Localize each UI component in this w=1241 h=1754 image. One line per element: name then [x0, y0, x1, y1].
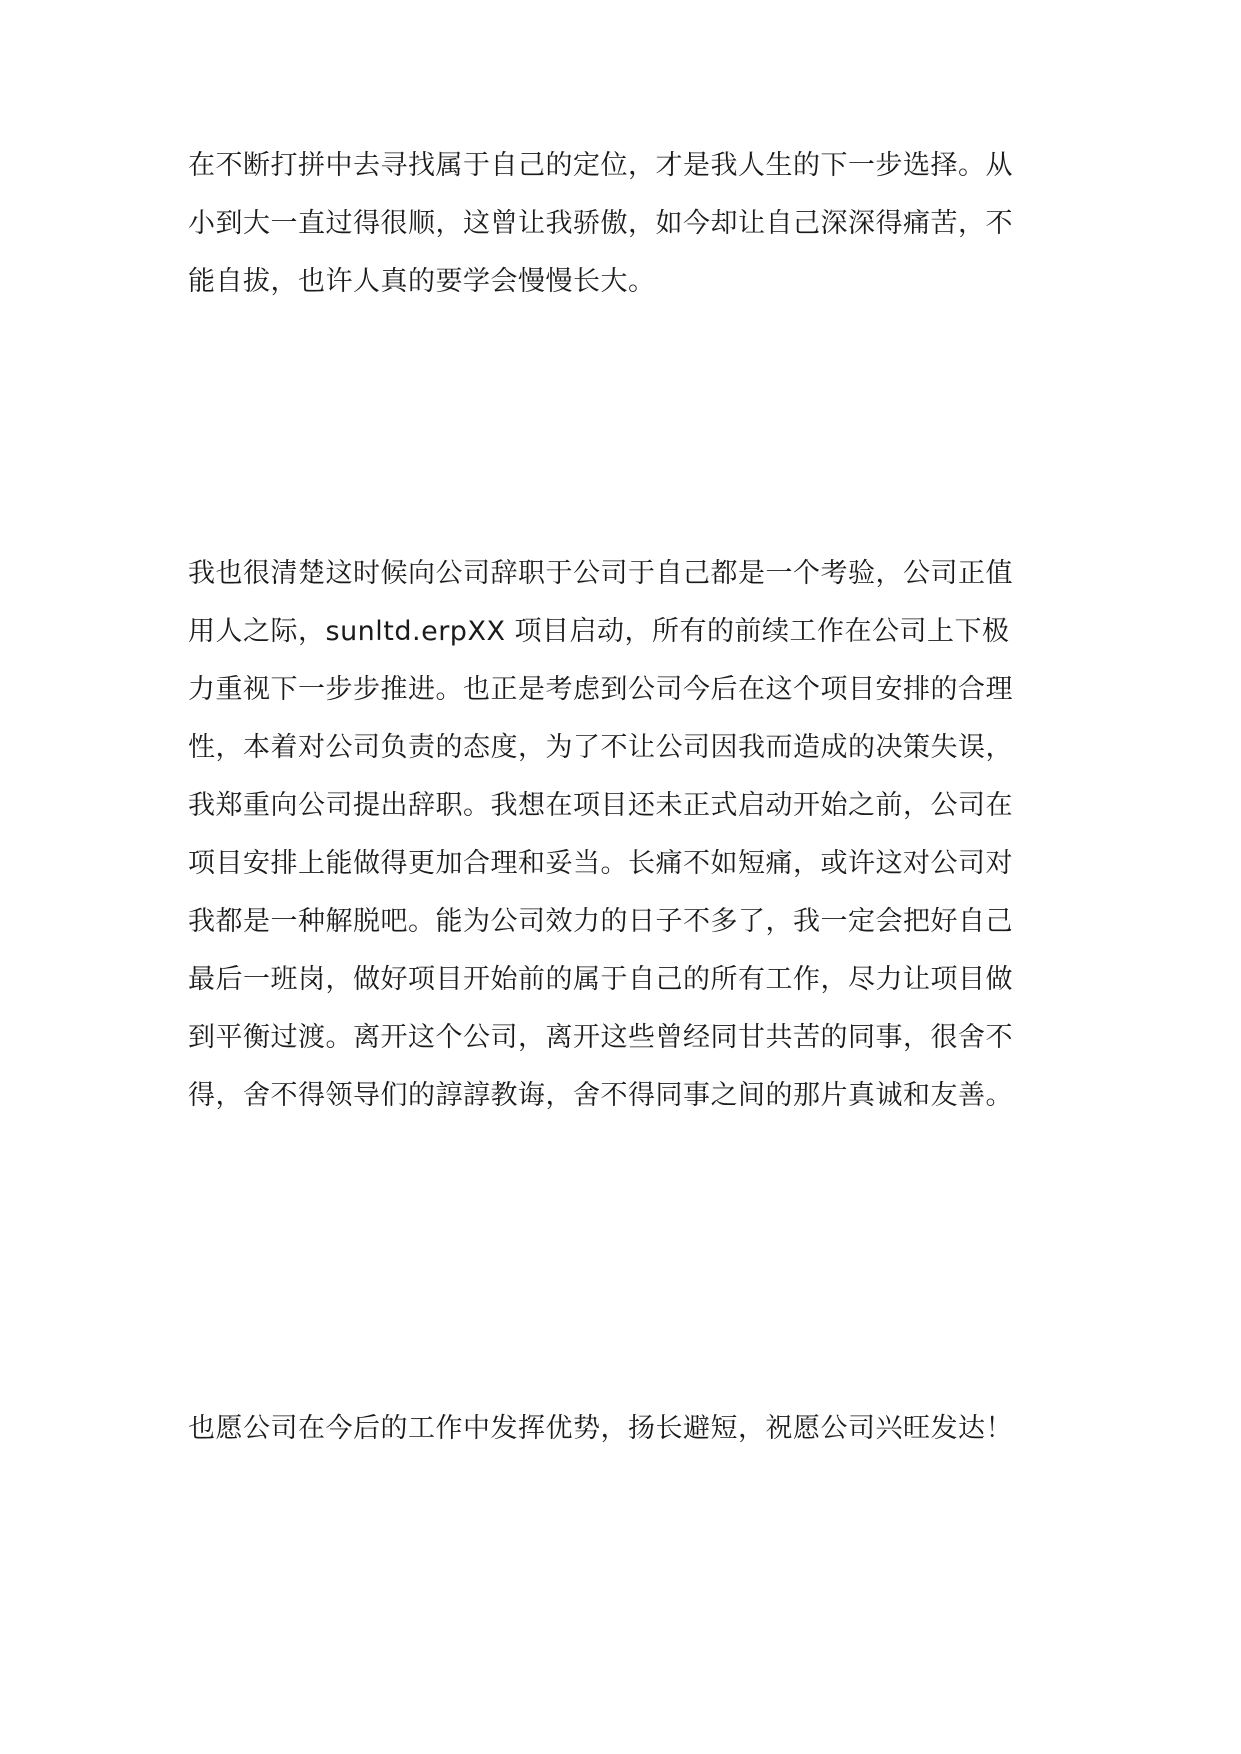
text-line: 项目安排上能做得更加合理和妥当。长痛不如短痛，或许这对公司对 [188, 848, 1013, 879]
text-line: 能自拔，也许人真的要学会慢慢长大。 [188, 266, 656, 297]
text-line: 最后一班岗，做好项目开始前的属于自己的所有工作，尽力让项目做 [188, 964, 1013, 995]
text-line: 我也很清楚这时候向公司辞职于公司于自己都是一个考验，公司正值 [188, 558, 1013, 589]
text-line: 到平衡过渡。离开这个公司，离开这些曾经同甘共苦的同事，很舍不 [188, 1022, 1013, 1053]
text-line: 用人之际，sunltd.erpXX 项目启动，所有的前续工作在公司上下极 [188, 616, 1010, 647]
text-line: 在不断打拼中去寻找属于自己的定位，才是我人生的下一步选择。从 [188, 150, 1013, 181]
text-line: 小到大一直过得很顺，这曾让我骄傲，如今却让自己深深得痛苦，不 [188, 208, 1013, 239]
text-line: 我郑重向公司提出辞职。我想在项目还未正式启动开始之前，公司在 [188, 790, 1013, 821]
text-line: 性，本着对公司负责的态度，为了不让公司因我而造成的决策失误， [188, 732, 1013, 763]
text-line: 得，舍不得领导们的諄諄教诲，舍不得同事之间的那片真诚和友善。 [188, 1080, 1013, 1111]
text-line: 我都是一种解脱吧。能为公司效力的日子不多了，我一定会把好自己 [188, 906, 1013, 937]
text-line: 也愿公司在今后的工作中发挥优势，扬长避短，祝愿公司兴旺发达！ [188, 1413, 1013, 1444]
text-line: 力重视下一步步推进。也正是考虑到公司今后在这个项目安排的合理 [188, 674, 1013, 705]
